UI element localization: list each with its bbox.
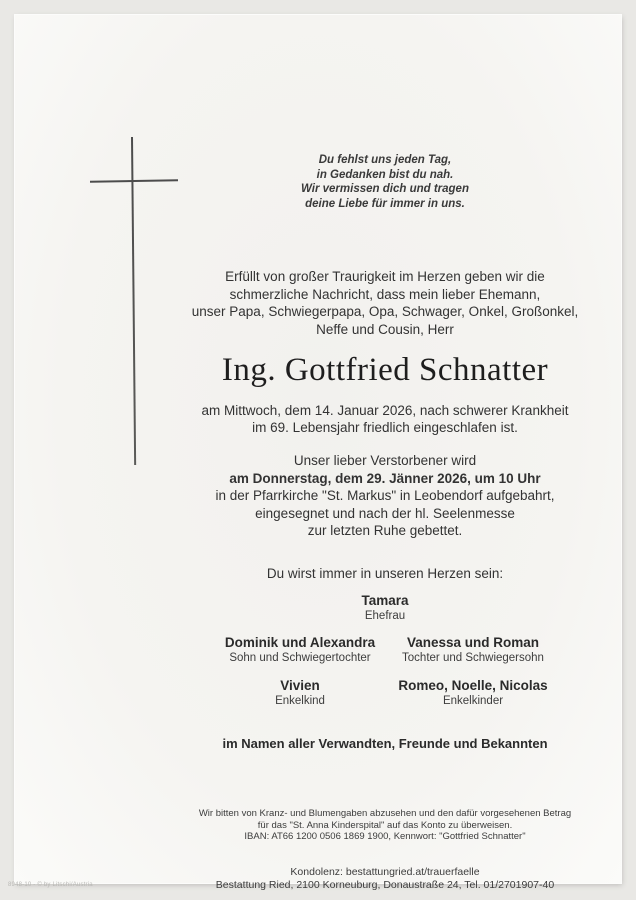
family-member xyxy=(363,635,583,665)
funeral-details xyxy=(155,452,615,540)
death-info-line: am Mittwoch, dem 14. Januar 2026, nach schwerer Krankheit xyxy=(201,403,569,418)
poem-line: Wir vermissen dich und tragen xyxy=(301,183,469,195)
deceased-name: Ing. Gottfried Schnatter xyxy=(221,352,549,388)
intro-line: unser Papa, Schwiegerpapa, Opa, Schwager, Onkel, Großonkel, xyxy=(191,304,579,319)
family-column-right xyxy=(363,635,583,721)
poem-line: in Gedanken bist du nah. xyxy=(316,168,454,181)
remembrance-line: Du wirst immer in unseren Herzen sein: xyxy=(266,566,504,581)
cross-vertical-bar xyxy=(131,137,136,465)
family-member-relation: Sohn und Schwiegertochter xyxy=(229,652,371,664)
family-member-relation: Enkelkinder xyxy=(442,695,504,707)
family-member-name: Dominik und Alexandra xyxy=(224,635,376,650)
funeral-home-line: Bestattung Ried, 2100 Korneuburg, Donaustraße 24, Tel. 01/2701907-40 xyxy=(215,878,555,891)
funeral-datetime-line: am Donnerstag, dem 29. Jänner 2026, um 10 Uhr xyxy=(229,470,541,486)
family-member-name: Vivien xyxy=(280,678,320,693)
intro-line: schmerzliche Nachricht, dass mein lieber Ehemann, xyxy=(229,286,541,302)
closing-line: im Namen aller Verwandten, Freunde und Bekannten xyxy=(222,736,548,751)
family-member-name: Vanessa und Roman xyxy=(406,635,540,650)
family-member-relation: Enkelkind xyxy=(275,695,325,707)
announcement-intro xyxy=(155,268,615,338)
funeral-rest-line: zur letzten Ruhe gebettet. xyxy=(307,523,463,538)
donation-note xyxy=(155,808,615,843)
intro-line: Neffe und Cousin, Herr xyxy=(316,321,454,337)
funeral-church-line: in der Pfarrkirche "St. Markus" in Leobendorf aufgebahrt, xyxy=(215,488,555,503)
death-info xyxy=(155,402,615,436)
donation-note-line: für das "St. Anna Kinderspital" auf das Konto zu überweisen. xyxy=(257,819,513,831)
intro-line: Erfüllt von großer Traurigkeit im Herzen geben wir die xyxy=(225,269,545,284)
funeral-intro-line: Unser lieber Verstorbener wird xyxy=(293,453,477,468)
print-code: 8948-10 - © by Litschi/Austria xyxy=(8,882,93,888)
family-member xyxy=(363,678,583,708)
donation-note-line: Wir bitten von Kranz- und Blumengaben abzusehen und den dafür vorgesehenen Betrag xyxy=(198,808,572,819)
condolence-line: Kondolenz: bestattungried.at/trauerfaelle xyxy=(290,866,480,878)
family-spouse-relation: Ehefrau xyxy=(364,610,406,622)
death-info-line: im 69. Lebensjahr friedlich eingeschlafen ist. xyxy=(252,420,518,435)
donation-iban-line: IBAN: AT66 1200 0506 1869 1900, Kennwort: "Gottfried Schnatter" xyxy=(244,831,526,842)
poem-line: Du fehlst uns jeden Tag, xyxy=(318,154,452,166)
family-spouse xyxy=(155,593,615,623)
family-member-name: Romeo, Noelle, Nicolas xyxy=(398,678,548,693)
memorial-poem xyxy=(155,153,615,211)
poem-line: deine Liebe für immer in uns. xyxy=(305,197,465,210)
funeral-blessing-line: eingesegnet und nach der hl. Seelenmesse xyxy=(255,505,515,521)
family-spouse-name: Tamara xyxy=(361,593,409,608)
card-footer xyxy=(155,866,615,891)
family-member-relation: Tochter und Schwiegersohn xyxy=(402,652,544,664)
